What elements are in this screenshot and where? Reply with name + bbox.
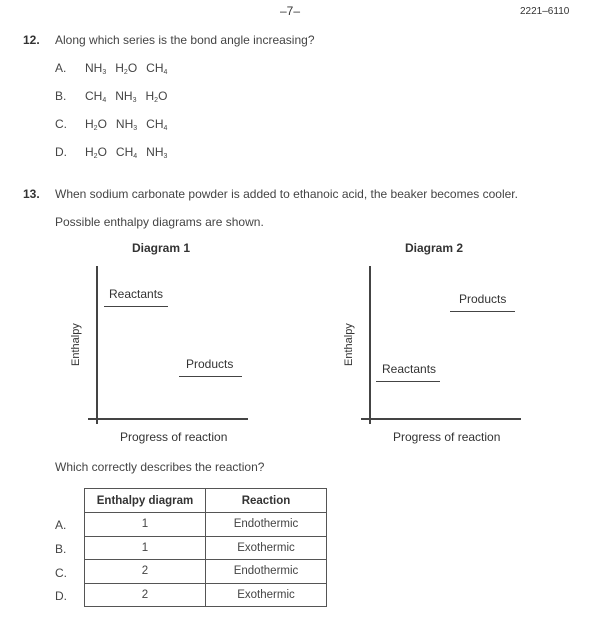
chemical-formula: $CH_4$ [85,89,107,104]
diagram-2-products-label: Products [459,292,507,306]
question-12-text: Along which series is the bond angle increasing? [55,33,315,47]
table-header-diagram: Enthalpy diagram [85,489,206,513]
diagram-1-products-level [179,376,242,377]
option-formulas [85,61,176,76]
table-cell-diagram: 1 [85,536,206,560]
answer-letter-d: D. [55,589,67,603]
chemical-formula: $CH_4$ [146,117,168,132]
option-letter: B. [55,89,67,103]
question-13-text: When sodium carbonate powder is added to ethanoic acid, the beaker becomes cooler. [55,187,518,201]
table-cell-reaction: Endothermic [206,560,327,584]
diagram-1-reactants-label: Reactants [109,287,164,301]
diagram-1-x-axis [88,418,248,420]
chemical-formula: $CH_4$ [115,145,138,160]
answer-letter-c: C. [55,566,67,580]
chemical-formula: $NH_3$ [115,89,137,104]
table-cell-reaction: Exothermic [206,583,327,607]
option-letter: D. [55,145,67,159]
diagram-2-x-axis-label: Progress of reaction [393,430,501,444]
chemical-formula: $NH_3$ [115,117,138,132]
paper-code: 2221–6110 [520,6,570,17]
chemical-formula: $H_2O$ [115,61,138,76]
diagram-2-reactants-label: Reactants [382,362,437,376]
option-letter: C. [55,117,67,131]
diagram-2-reactants-level [376,381,440,382]
diagram-1-y-axis-label: Enthalpy [70,323,82,366]
chemical-formula: $NH_3$ [85,61,107,76]
diagram-2-products-level [450,311,515,312]
table-row [85,560,327,584]
question-12-number: 12. [23,33,40,47]
diagram-1-products-label: Products [186,357,234,371]
option-formulas [85,145,176,160]
table-cell-diagram: 1 [85,513,206,537]
option-formulas [85,89,176,104]
question-13-subtext: Possible enthalpy diagrams are shown. [55,215,264,229]
table-cell-reaction: Exothermic [206,536,327,560]
diagram-2-y-axis [369,266,371,424]
diagram-2-title: Diagram 2 [405,241,464,255]
table-row [85,583,327,607]
answer-letter-b: B. [55,542,67,556]
option-formulas [85,117,176,132]
option-letter: A. [55,61,67,75]
diagram-2-y-axis-label: Enthalpy [343,323,355,366]
table-row [85,513,327,537]
question-13-number: 13. [23,187,40,201]
chemical-formula: $H_2O$ [145,89,168,104]
table-row [85,536,327,560]
answer-table [84,488,327,607]
chemical-formula: $H_2O$ [85,145,107,160]
table-cell-diagram: 2 [85,560,206,584]
question-13-prompt: Which correctly describes the reaction? [55,460,265,474]
chemical-formula: $NH_3$ [146,145,168,160]
diagram-1-title: Diagram 1 [132,241,191,255]
table-cell-reaction: Endothermic [206,513,327,537]
page-number: –7– [280,4,301,18]
chemical-formula: $CH_4$ [146,61,168,76]
diagram-2-x-axis [361,418,521,420]
table-header-reaction: Reaction [206,489,327,513]
answer-letter-a: A. [55,518,67,532]
diagram-1-x-axis-label: Progress of reaction [120,430,228,444]
diagram-1-y-axis [96,266,98,424]
diagram-1-reactants-level [104,306,168,307]
chemical-formula: $H_2O$ [85,117,107,132]
table-cell-diagram: 2 [85,583,206,607]
